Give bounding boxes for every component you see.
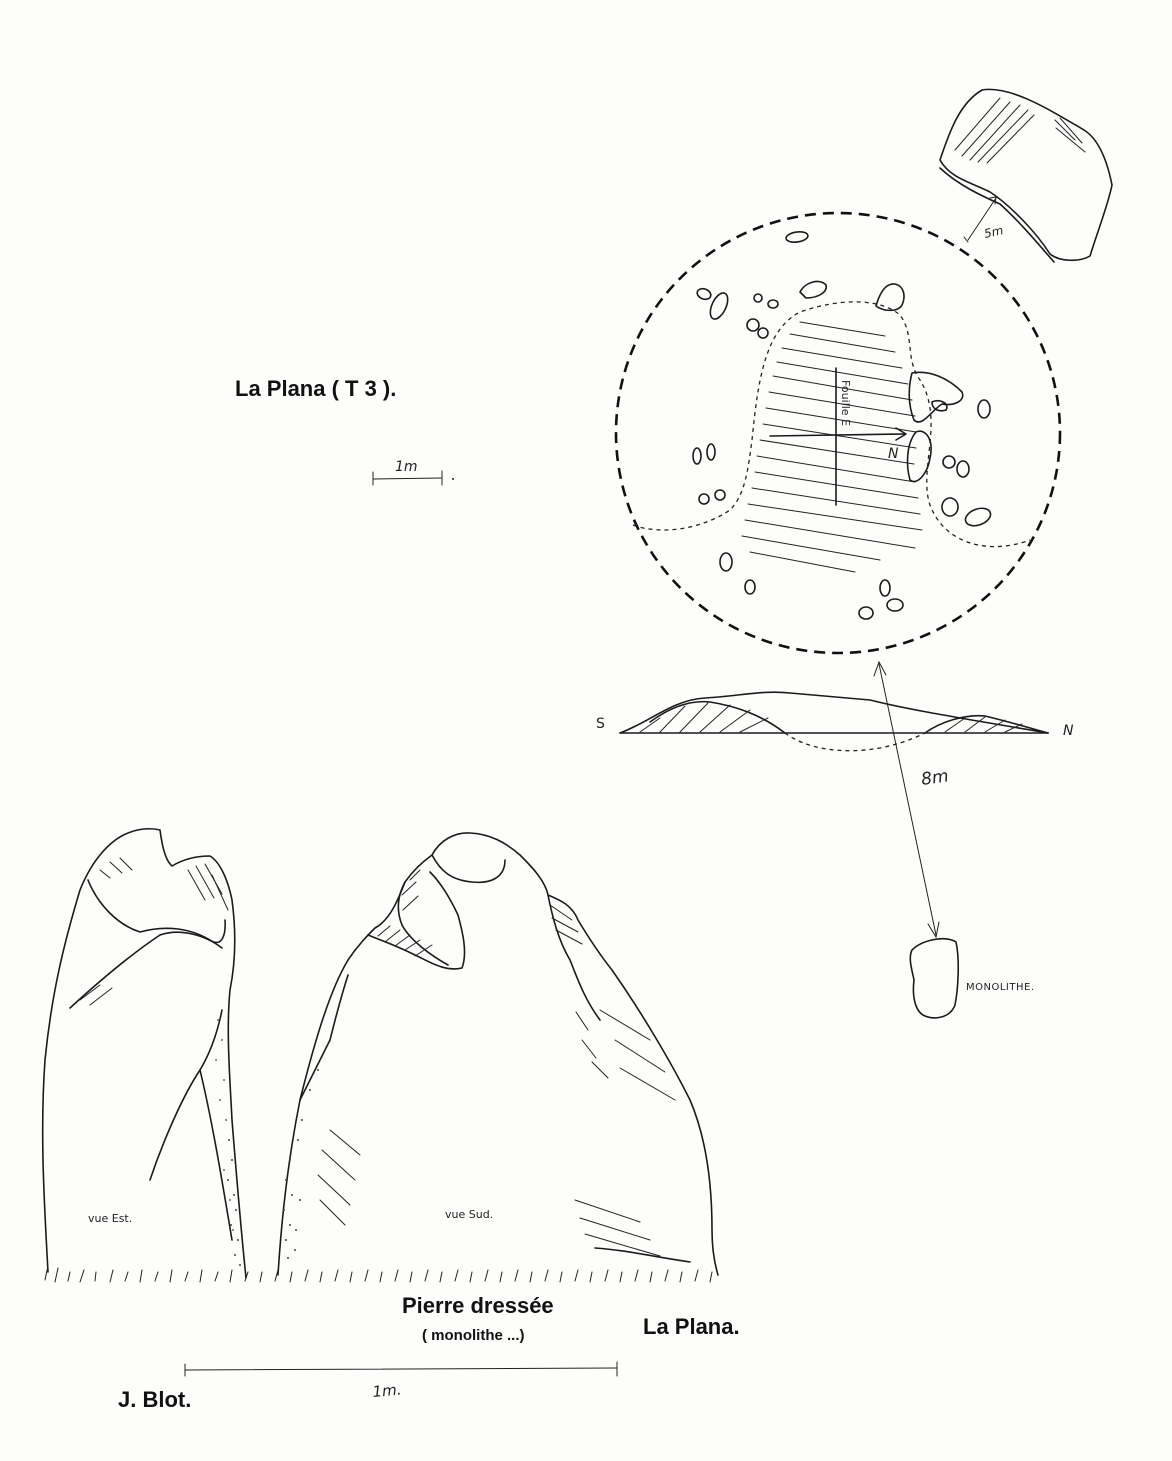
tumulus-plan [616, 213, 1060, 653]
view-east-label: vue Est. [88, 1212, 133, 1225]
distance-8m-label: 8m [919, 766, 950, 790]
excavation-outline [633, 302, 1030, 547]
monolith-plan [910, 939, 1034, 1018]
tumulus-outline [616, 213, 1060, 653]
scale-bar-plan [373, 459, 454, 485]
axis-horizontal [770, 434, 905, 436]
east-hatching [80, 858, 228, 1005]
caption-site: La Plana. [643, 1314, 740, 1339]
elevation-south [278, 833, 718, 1275]
south-hatching [318, 870, 675, 1256]
section-profile [596, 692, 1074, 751]
north-label: N [888, 446, 899, 462]
scale-bottom-label: 1m. [371, 1380, 403, 1401]
section-label-n: N [1063, 723, 1074, 739]
site-title: La Plana ( T 3 ). [235, 376, 397, 401]
distance-top-label: 5m [982, 223, 1005, 241]
stone-hatching [955, 98, 1085, 163]
elevation-east [43, 829, 246, 1278]
caption-subtitle: ( monolithe ...) [422, 1327, 525, 1344]
scale-plan-label: 1m [395, 459, 418, 475]
ground-grass [45, 1268, 712, 1282]
axis-label: Fouille E [839, 380, 852, 427]
view-south-label: vue Sud. [445, 1208, 494, 1221]
scale-bar-bottom [185, 1362, 617, 1401]
section-label-s: S [596, 716, 605, 732]
monolith-label: MONOLITHE. [966, 982, 1035, 993]
caption-title: Pierre dressée [402, 1293, 554, 1318]
author: J. Blot. [118, 1387, 192, 1412]
detached-stone [940, 89, 1112, 262]
